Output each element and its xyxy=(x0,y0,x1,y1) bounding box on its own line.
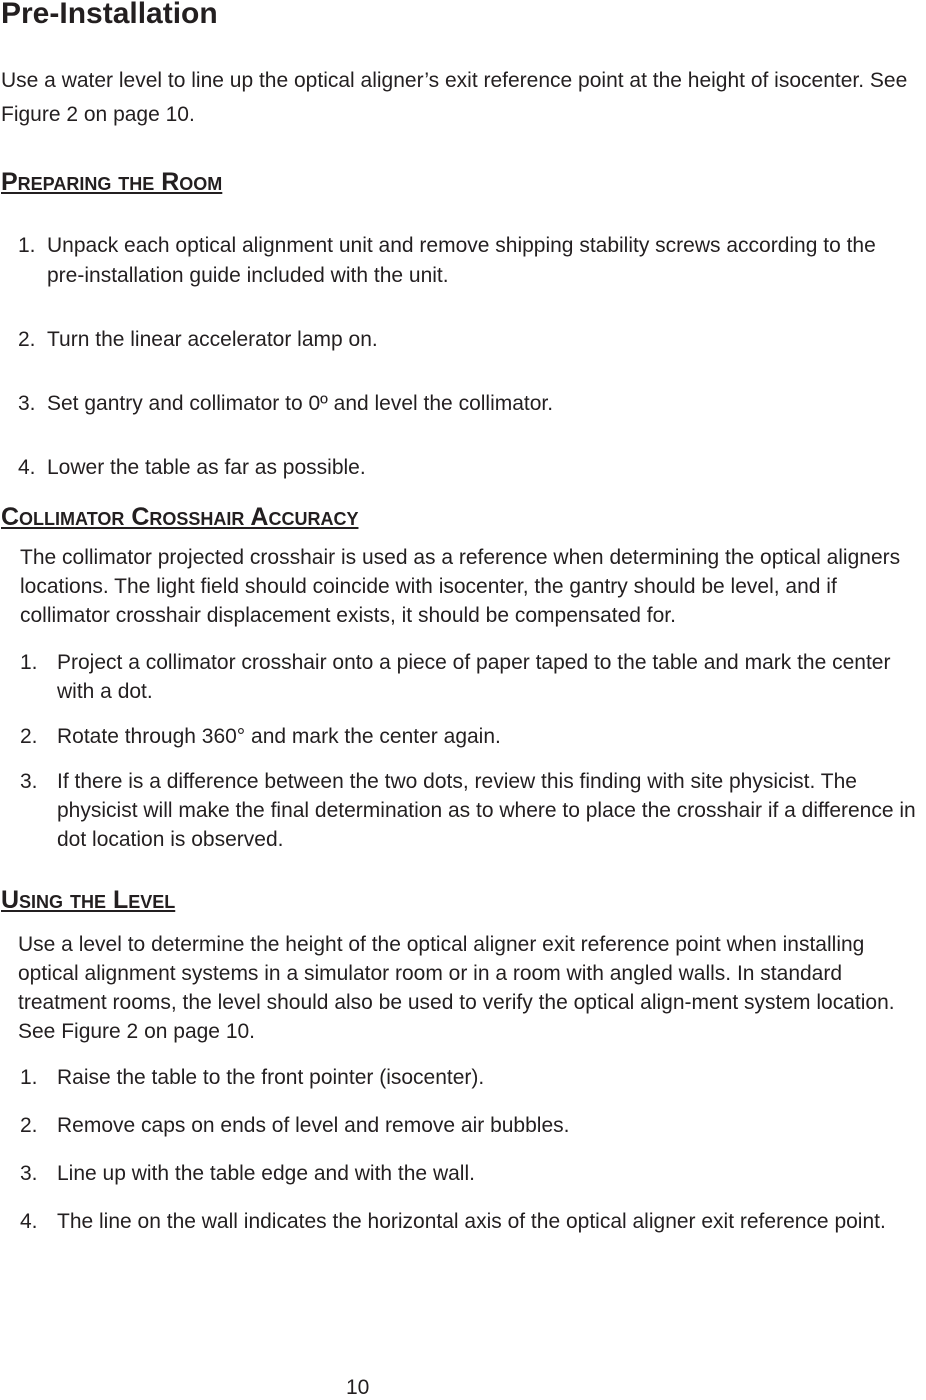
step-text: Project a collimator crosshair onto a piece of paper taped to the table and mark the center with a dot. xyxy=(57,651,891,703)
list-item xyxy=(18,389,918,419)
step-text: Line up with the table edge and with the wall. xyxy=(57,1162,475,1185)
list-item xyxy=(18,231,918,291)
step-number: 1. xyxy=(18,234,36,257)
step-number: 3. xyxy=(20,770,38,793)
list-item xyxy=(20,722,926,751)
step-number: 2. xyxy=(18,328,36,351)
step-text: Remove caps on ends of level and remove air bubbles. xyxy=(57,1114,570,1137)
list-item xyxy=(20,1159,926,1188)
intro-paragraph: Use a water level to line up the optical aligner’s exit reference point at the height of isocenter. See Figure 2 on page 10. xyxy=(1,69,908,126)
using-level-paragraph: Use a level to determine the height of the optical aligner exit reference point when installing optical alignment systems in a simulator room or in a room with angled walls. In standard treatment rooms, the level should also be used to verify the optical align-ment system location. See Figure 2 on page 10. xyxy=(18,933,895,1043)
collimator-steps xyxy=(20,648,926,870)
preparing-room-steps xyxy=(18,231,918,517)
list-item xyxy=(20,648,926,706)
step-number: 4. xyxy=(18,456,36,479)
step-text: Lower the table as far as possible. xyxy=(47,456,366,479)
list-item xyxy=(20,1063,926,1092)
page-number: 10 xyxy=(346,1376,370,1399)
step-number: 1. xyxy=(20,1066,38,1089)
list-item xyxy=(20,1111,926,1140)
step-number: 3. xyxy=(18,392,36,415)
step-text: Turn the linear accelerator lamp on. xyxy=(47,328,378,351)
section-heading-using-level: Using the Level xyxy=(1,886,176,914)
list-item xyxy=(18,453,918,483)
step-text: Raise the table to the front pointer (isocenter). xyxy=(57,1066,485,1089)
list-item xyxy=(18,325,918,355)
section-heading-collimator-crosshair: Collimator Crosshair Accuracy xyxy=(1,503,359,531)
section-heading-preparing-room: Preparing the Room xyxy=(1,168,223,196)
using-level-steps xyxy=(20,1063,926,1255)
step-number: 1. xyxy=(20,651,38,674)
step-text: Unpack each optical alignment unit and remove shipping stability screws according to the pre-installation guide included with the unit. xyxy=(47,234,876,287)
step-text: Set gantry and collimator to 0º and level the collimator. xyxy=(47,392,554,415)
step-text: If there is a difference between the two dots, review this finding with site physicist. The physicist will make the final determination as to where to place the crosshair if a difference in dot location is observed. xyxy=(57,770,916,851)
step-text: Rotate through 360° and mark the center again. xyxy=(57,725,501,748)
step-number: 4. xyxy=(20,1210,38,1233)
page-title: Pre-Installation xyxy=(1,0,218,30)
collimator-paragraph: The collimator projected crosshair is used as a reference when determining the optical aligners locations. The light field should coincide with isocenter, the gantry should be level, and if collimator crosshair displacement exists, it should be compensated for. xyxy=(20,546,901,627)
list-item xyxy=(20,767,926,854)
step-number: 2. xyxy=(20,725,38,748)
step-number: 2. xyxy=(20,1114,38,1137)
list-item xyxy=(20,1207,926,1236)
step-number: 3. xyxy=(20,1162,38,1185)
step-text: The line on the wall indicates the horizontal axis of the optical aligner exit reference point. xyxy=(57,1210,886,1233)
